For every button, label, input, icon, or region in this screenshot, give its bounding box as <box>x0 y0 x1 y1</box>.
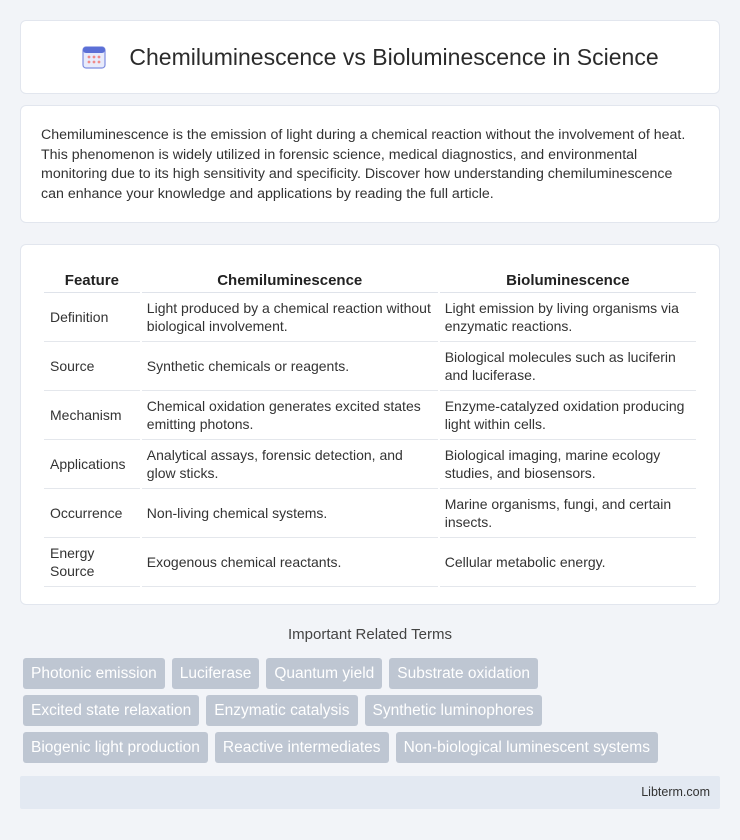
table-row <box>44 293 696 342</box>
chemi-cell: Exogenous chemical reactants. <box>142 538 438 587</box>
tag-non-biological-luminescent-systems[interactable]: Non-biological luminescent systems <box>396 732 658 763</box>
footer-bar <box>20 776 720 809</box>
chemi-cell: Analytical assays, forensic detection, and glow sticks. <box>142 440 438 489</box>
tag-luciferase[interactable]: Luciferase <box>172 658 260 689</box>
bio-cell: Cellular metabolic energy. <box>440 538 696 587</box>
chemi-cell: Chemical oxidation generates excited states emitting photons. <box>142 391 438 440</box>
tag-enzymatic-catalysis[interactable]: Enzymatic catalysis <box>206 695 357 726</box>
bio-cell: Marine organisms, fungi, and certain insects. <box>440 489 696 538</box>
header-chemiluminescence: Chemiluminescence <box>142 265 438 293</box>
tag-row <box>23 658 723 689</box>
bio-cell: Biological molecules such as luciferin and luciferase. <box>440 342 696 391</box>
chemi-cell: Non-living chemical systems. <box>142 489 438 538</box>
chemi-cell: Light produced by a chemical reaction without biological involvement. <box>142 293 438 342</box>
tag-substrate-oxidation[interactable]: Substrate oxidation <box>389 658 538 689</box>
feature-cell: Applications <box>44 440 140 489</box>
table-row <box>44 489 696 538</box>
table-row <box>44 342 696 391</box>
table-row <box>44 391 696 440</box>
tag-reactive-intermediates[interactable]: Reactive intermediates <box>215 732 389 763</box>
tag-biogenic-light-production[interactable]: Biogenic light production <box>23 732 208 763</box>
header-bioluminescence: Bioluminescence <box>440 265 696 293</box>
footer-site-link[interactable]: Libterm.com <box>641 785 710 799</box>
tag-row <box>23 695 723 726</box>
bio-cell: Enzyme-catalyzed oxidation producing light within cells. <box>440 391 696 440</box>
feature-cell: Occurrence <box>44 489 140 538</box>
header-card <box>20 20 720 94</box>
tag-photonic-emission[interactable]: Photonic emission <box>23 658 165 689</box>
comparison-card <box>20 244 720 605</box>
tag-quantum-yield[interactable]: Quantum yield <box>266 658 382 689</box>
table-header-row <box>44 265 696 293</box>
calendar-grid-icon <box>81 44 107 70</box>
chemi-cell: Synthetic chemicals or reagents. <box>142 342 438 391</box>
related-terms-list <box>23 658 723 769</box>
feature-cell: Mechanism <box>44 391 140 440</box>
intro-card <box>20 105 720 223</box>
feature-cell: Source <box>44 342 140 391</box>
page-title: Chemiluminescence vs Bioluminescence in Science <box>129 43 659 70</box>
feature-cell: Definition <box>44 293 140 342</box>
header-feature: Feature <box>44 265 140 293</box>
tag-excited-state-relaxation[interactable]: Excited state relaxation <box>23 695 199 726</box>
tag-synthetic-luminophores[interactable]: Synthetic luminophores <box>365 695 542 726</box>
bio-cell: Biological imaging, marine ecology studies, and biosensors. <box>440 440 696 489</box>
intro-text: Chemiluminescence is the emission of light during a chemical reaction without the involvement of heat. This phenomenon is widely utilized in forensic science, medical diagnostics, and environmental monitoring due to its high sensitivity and specificity. Discover how understanding chemiluminescence can enhance your knowledge and applications by reading the full article. <box>41 127 686 202</box>
comparison-table <box>42 265 698 587</box>
bio-cell: Light emission by living organisms via enzymatic reactions. <box>440 293 696 342</box>
related-terms-title: Important Related Terms <box>288 626 452 643</box>
feature-cell: Energy Source <box>44 538 140 587</box>
tag-row <box>23 732 723 763</box>
table-row <box>44 538 696 587</box>
table-row <box>44 440 696 489</box>
